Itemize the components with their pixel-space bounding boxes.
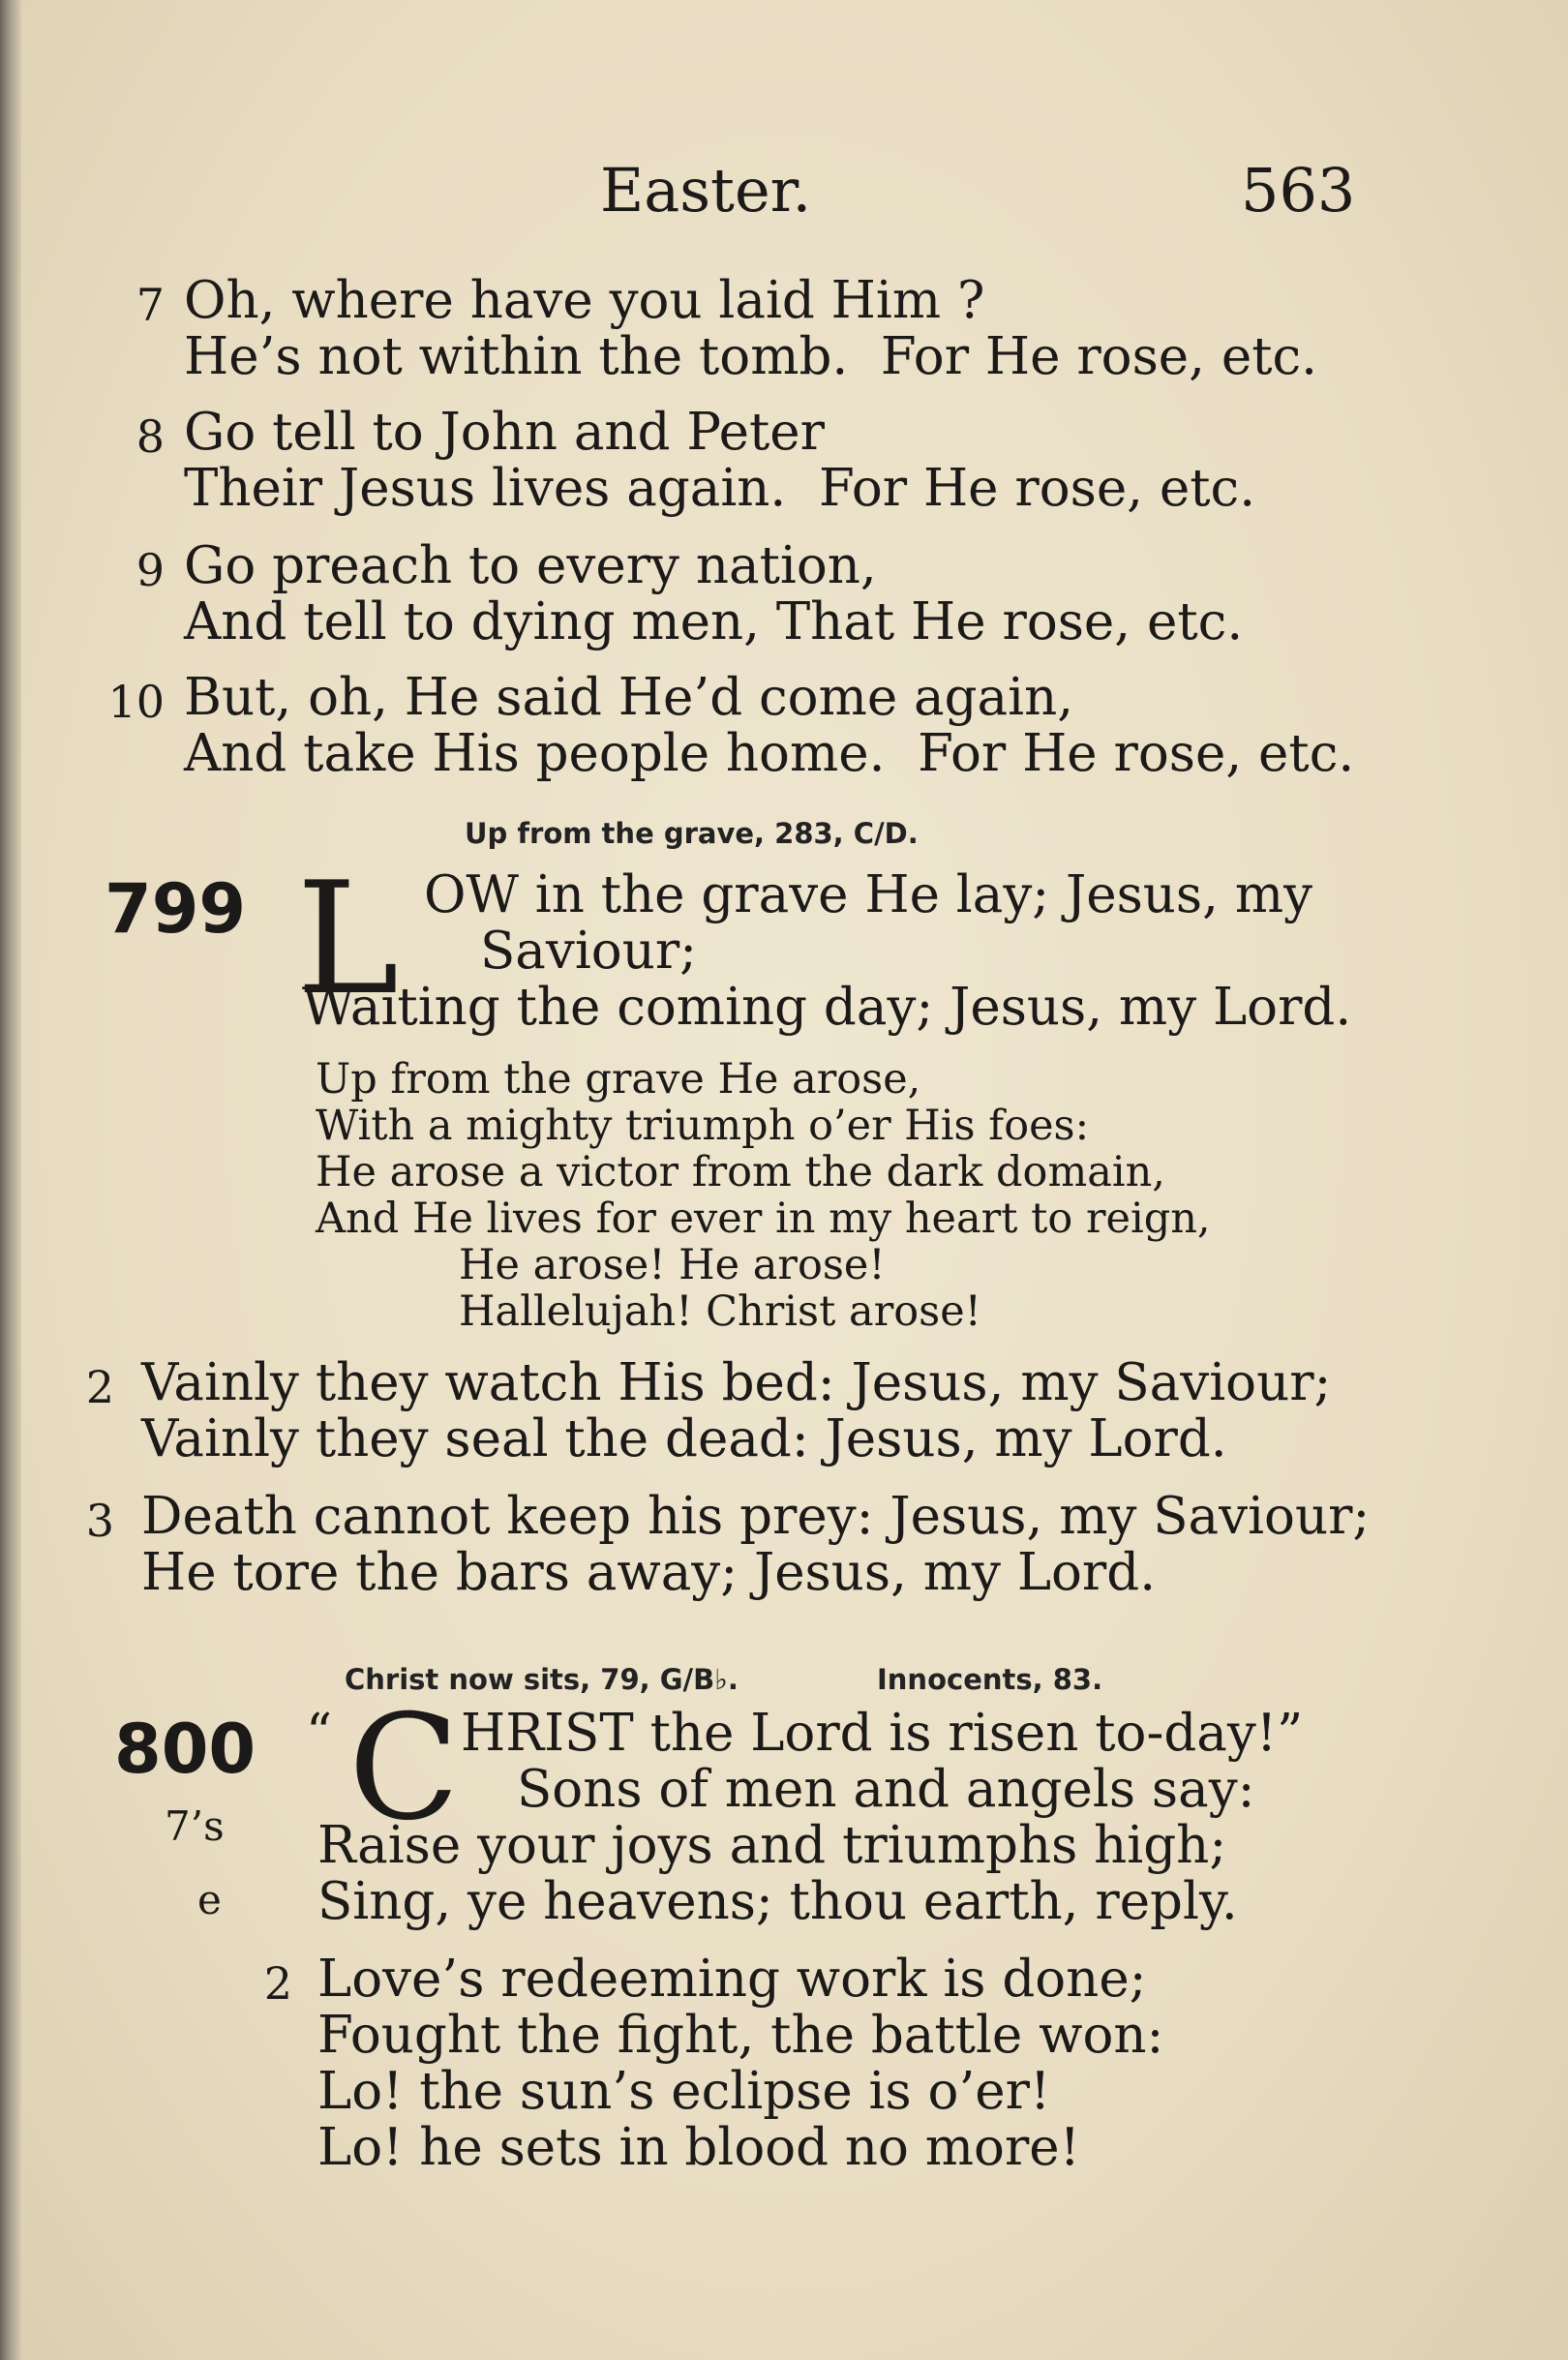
verse-number: 10 [107, 676, 165, 728]
verse-line: Death cannot keep his prey: Jesus, my Saviour; [141, 1487, 1371, 1546]
drop-cap-letter: L [296, 848, 400, 1029]
chorus-line: He arose! He arose! [459, 1241, 886, 1289]
meter-label: 7’s [165, 1802, 225, 1850]
verse-number: 3 [85, 1495, 114, 1547]
hymn-line: Saviour; [480, 922, 698, 981]
hymn-number: 799 [105, 869, 247, 949]
hymn-line: Waiting the coming day; Jesus, my Lord. [302, 978, 1352, 1037]
open-quote: “ [306, 1704, 333, 1763]
hymn-line: Raise your joys and triumphs high; [317, 1816, 1227, 1875]
verse-number: 2 [85, 1361, 114, 1413]
chorus-line: Hallelujah! Christ arose! [459, 1287, 981, 1336]
hymn-first-line: HRIST the Lord is risen to-day!” [461, 1704, 1304, 1763]
verse-number: 9 [136, 544, 165, 596]
verse-line: Their Jesus lives again. For He rose, etc. [184, 459, 1256, 518]
tune-reference: Christ now sits, 79, G/B♭. [345, 1663, 739, 1696]
chorus-line: Up from the grave He arose, [316, 1055, 921, 1104]
verse-line: Love’s redeeming work is done; [317, 1950, 1147, 2009]
verse-number: 7 [136, 279, 165, 331]
page-number: 563 [1241, 155, 1356, 226]
verse-line: Vainly they seal the dead: Jesus, my Lord. [141, 1409, 1227, 1468]
verse-number: 2 [263, 1957, 292, 2010]
verse-line: And tell to dying men, That He rose, etc. [184, 592, 1244, 651]
tune-reference: Up from the grave, 283, C/D. [465, 817, 919, 850]
hymn-number: 800 [114, 1709, 256, 1789]
verse-line: Go preach to every nation, [184, 536, 877, 595]
verse-line: Oh, where have you laid Him ? [184, 271, 985, 330]
chorus-line: With a mighty triumph o’er His foes: [316, 1102, 1090, 1150]
chorus-line: He arose a victor from the dark domain, [316, 1148, 1165, 1196]
verse-line: Lo! he sets in blood no more! [317, 2118, 1080, 2177]
verse-line: Lo! the sun’s eclipse is o’er! [317, 2062, 1051, 2121]
verse-line: He’s not within the tomb. For He rose, etc. [184, 327, 1318, 386]
verse-line: But, oh, He said He’d come again, [184, 668, 1074, 727]
drop-cap-letter: C [348, 1684, 460, 1853]
section-title: Easter. [600, 155, 812, 226]
page-header [0, 155, 1568, 232]
tune-reference-alt: Innocents, 83. [877, 1663, 1103, 1696]
verse-line: Fought the fight, the battle won: [317, 2006, 1164, 2065]
verse-line: Go tell to John and Peter [184, 403, 825, 462]
verse-number: 8 [136, 410, 165, 463]
key-label: e [197, 1876, 222, 1923]
verse-line: He tore the bars away; Jesus, my Lord. [141, 1543, 1157, 1602]
hymn-line: Sons of men and angels say: [517, 1760, 1255, 1819]
hymn-first-line: OW in the grave He lay; Jesus, my [424, 865, 1313, 924]
verse-line: Vainly they watch His bed: Jesus, my Saviour; [141, 1353, 1332, 1412]
hymn-line: Sing, ye heavens; thou earth, reply. [317, 1872, 1238, 1931]
verse-line: And take His people home. For He rose, etc. [184, 724, 1355, 783]
chorus-line: And He lives for ever in my heart to reign, [316, 1195, 1211, 1243]
